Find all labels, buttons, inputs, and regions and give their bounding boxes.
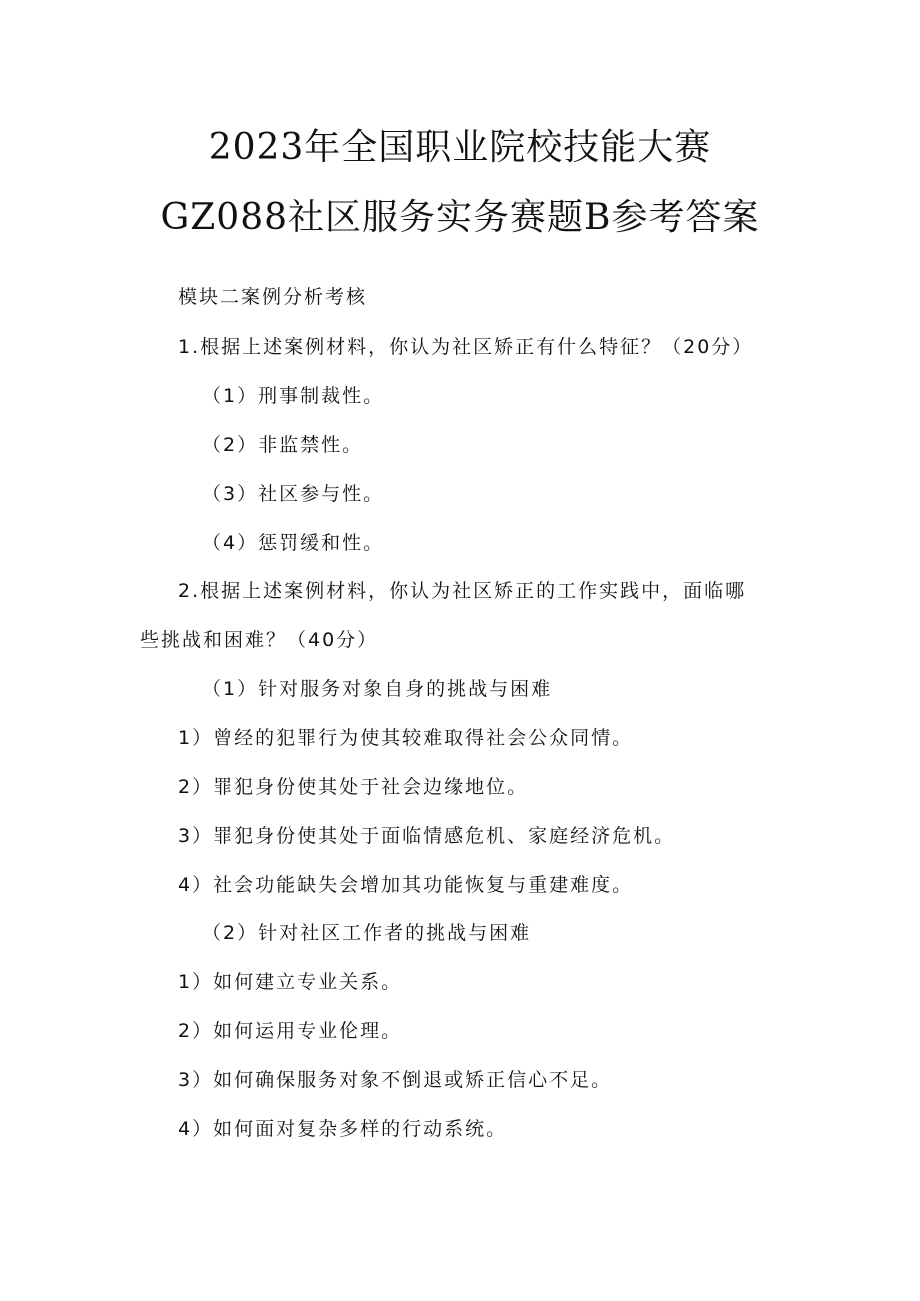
q2-section1-item-4: 4）社会功能缺失会增加其功能恢复与重建难度。 — [178, 874, 634, 896]
q2-section1-item-3: 3）罪犯身份使其处于面临情感危机、家庭经济危机。 — [178, 825, 676, 847]
q2-section2-item-3: 3）如何确保服务对象不倒退或矫正信心不足。 — [178, 1069, 613, 1091]
q2-section2-item-2: 2）如何运用专业伦理。 — [178, 1020, 403, 1042]
question-2-line1: 2.根据上述案例材料，你认为社区矫正的工作实践中，面临哪 — [178, 580, 747, 602]
document-title-line2: GZ088社区服务实务赛题B参考答案 — [160, 197, 760, 238]
q2-section1-item-2: 2）罪犯身份使其处于社会边缘地位。 — [178, 776, 529, 798]
q2-section2-heading: （2）针对社区工作者的挑战与困难 — [202, 922, 532, 944]
q1-answer-4: （4）惩罚缓和性。 — [202, 532, 385, 554]
question-1: 1.根据上述案例材料，你认为社区矫正有什么特征？（20分） — [178, 336, 754, 358]
q1-answer-3: （3）社区参与性。 — [202, 483, 385, 505]
question-2-line2: 些挑战和困难？（40分） — [140, 629, 379, 651]
q2-section1-item-1: 1）曾经的犯罪行为使其较难取得社会公众同情。 — [178, 727, 634, 749]
q1-answer-1: （1）刑事制裁性。 — [202, 385, 385, 407]
q2-section1-heading: （1）针对服务对象自身的挑战与困难 — [202, 678, 553, 700]
q2-section2-item-1: 1）如何建立专业关系。 — [178, 971, 403, 993]
q1-answer-2: （2）非监禁性。 — [202, 434, 364, 456]
q2-section2-item-4: 4）如何面对复杂多样的行动系统。 — [178, 1118, 508, 1140]
document-title-line1: 2023年全国职业院校技能大赛 — [208, 127, 712, 168]
module-heading: 模块二案例分析考核 — [178, 286, 368, 308]
